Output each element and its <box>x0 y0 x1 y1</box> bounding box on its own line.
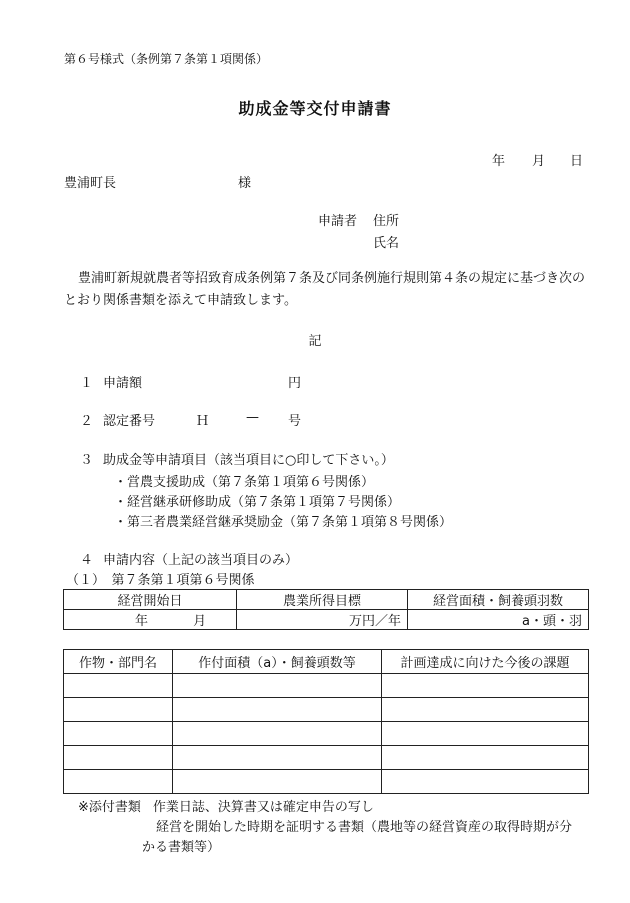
date-day: 日 <box>570 154 584 169</box>
body-text: 豊浦町新規就農者等招致育成条例第７条及び同条例施行規則第４条の規定に基づき次のとおり関係書類を添えて申請致します。 <box>64 271 586 308</box>
table-cell[interactable] <box>64 770 173 794</box>
item4-number: ４ <box>80 553 94 568</box>
table-header: 作付面積（a）・飼養頭数等 <box>173 650 382 674</box>
table-cell[interactable] <box>382 698 589 722</box>
page-title: 助成金等交付申請書 <box>238 99 392 118</box>
table-cell[interactable] <box>173 746 382 770</box>
start-month-unit: 月 <box>193 614 207 629</box>
table-cell[interactable] <box>173 698 382 722</box>
attachments-line3: かる書類等） <box>142 840 221 855</box>
start-date-cell[interactable] <box>64 610 237 630</box>
item4-sub: （１） 第７条第１項第６号関係 <box>66 573 255 588</box>
ki-heading: 記 <box>308 334 322 349</box>
table-header: 経営面積・飼養頭羽数 <box>408 590 589 610</box>
option-list-item: ・経営継承研修助成（第７条第１項第７号関係） <box>114 495 401 510</box>
table-row <box>64 674 589 698</box>
table-cell[interactable] <box>64 746 173 770</box>
table-cell[interactable] <box>382 770 589 794</box>
item1-label: 申請額 <box>103 376 143 391</box>
table-cell[interactable] <box>382 722 589 746</box>
table-cell[interactable] <box>173 674 382 698</box>
table-row <box>64 722 589 746</box>
item4-label: 申請内容（上記の該当項目のみ） <box>103 553 299 568</box>
table-header: 作物・部門名 <box>64 650 173 674</box>
table-cell[interactable] <box>64 674 173 698</box>
option-list-item: ・第三者農業経営継承奨励金（第７条第１項第８号関係） <box>114 515 453 530</box>
date-year: 年 <box>492 154 506 169</box>
crop-plan-table <box>63 649 589 794</box>
table-row <box>64 746 589 770</box>
addressee-name: 豊浦町長 <box>64 176 117 191</box>
attachments-label <box>78 796 374 815</box>
item2-number: ２ <box>80 414 94 429</box>
attachments-line2: 経営を開始した時期を証明する書類（農地等の経営資産の取得時期が分 <box>156 820 573 835</box>
income-target-cell[interactable] <box>237 610 408 630</box>
item3-number: ３ <box>80 453 94 468</box>
applicant-address-label: 住所 <box>373 214 400 229</box>
table-header: 経営開始日 <box>64 590 237 610</box>
applicant-label: 申請者 <box>318 214 358 229</box>
item2-dash: — <box>246 410 259 425</box>
table-row <box>64 770 589 794</box>
item3-label: 助成金等申請項目（該当項目に○印して下さい。） <box>103 453 394 468</box>
item1-unit: 円 <box>288 376 302 391</box>
area-cell[interactable] <box>408 610 589 630</box>
form-number: 第６号様式（条例第７条第１項関係） <box>64 52 269 66</box>
table-row <box>64 698 589 722</box>
date-month: 月 <box>532 154 546 169</box>
item2-unit: 号 <box>288 414 302 429</box>
income-unit: 万円／年 <box>348 614 401 629</box>
table-cell[interactable] <box>64 698 173 722</box>
option-list-item: ・営農支援助成（第７条第１項第６号関係） <box>114 475 375 490</box>
table-header: 計画達成に向けた今後の課題 <box>382 650 589 674</box>
table-cell[interactable] <box>382 746 589 770</box>
item2-label: 認定番号 <box>103 414 156 429</box>
area-unit: a・頭・羽 <box>522 614 582 629</box>
table-cell[interactable] <box>173 722 382 746</box>
applicant-name-label: 氏名 <box>373 236 400 251</box>
start-year-unit: 年 <box>134 614 148 629</box>
table-cell[interactable] <box>64 722 173 746</box>
table-cell[interactable] <box>382 674 589 698</box>
attachments-line1: 作業日誌、決算書又は確定申告の写し <box>152 800 374 815</box>
table-cell[interactable] <box>173 770 382 794</box>
table-header: 農業所得目標 <box>237 590 408 610</box>
business-start-table <box>63 589 589 630</box>
item1-number: １ <box>80 376 94 391</box>
addressee-honorific: 様 <box>238 176 252 191</box>
item2-h: Ｈ <box>196 414 210 429</box>
attachments-label-text: ※添付書類 <box>78 800 141 815</box>
